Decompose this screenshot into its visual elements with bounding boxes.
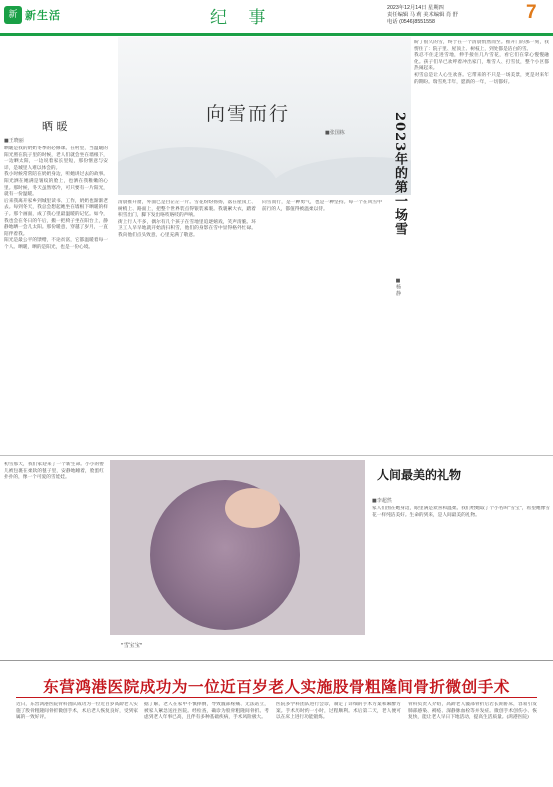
ad-rule (16, 697, 537, 698)
section-label: 纪 事 (210, 8, 274, 28)
date-line-2: 责任编辑 马 莉 美术编辑 肖 舒 (387, 12, 458, 18)
paragraph: 近日，东营鸿港医院骨科团队成功为一位近百岁高龄老人实施了股骨粗隆间骨折微创手术，术后老人恢复良好，受到家属的一致好评。 (16, 702, 138, 721)
left-article-byline: ■王晓丽 (4, 138, 24, 144)
photo-caption: "雪宝宝" (121, 643, 143, 649)
paragraph: 晒暖是我的奶奶冬季的必修课。在村里，当温暖的阳光照在院子里的时候，老人们就会坐在墙根下，一边晒太阳，一边说着家长里短，那份惬意与安详，是城里人难以体会的。 (4, 146, 108, 171)
hero-snow-image (118, 37, 411, 195)
ad-body-col-2 (144, 702, 269, 784)
logo-badge-icon: 新 (4, 6, 22, 24)
logo-text: 新生活 (25, 9, 61, 22)
paragraph: 据了解，老人在家中不慎摔倒，导致髋部疼痛、无法站立，被家人紧急送往医院。经检查，确诊为股骨粗隆间骨折。考虑到老人年事已高，且伴有多种基础疾病，手术风险极大。 (144, 702, 269, 721)
ad-body-col-4 (408, 702, 537, 784)
date-line-3: 电话 (0546)8551558 (387, 19, 435, 25)
masthead (0, 0, 553, 34)
gift-left-body (4, 462, 104, 652)
paragraph: 家人们围在她身边，眼里满是欢喜和温柔。我们给她取了个小名叫"雪宝"，希望她像雪花一样纯洁美好。生命的到来，是人间最美的礼物。 (372, 506, 550, 518)
middle-article-body-a (118, 200, 256, 452)
paragraph: 清晨推开窗，外面已是白茫茫一片。雪花纷纷扬扬，落在屋顶上、树梢上、路面上，把整个世界装点得银装素裹。我裹紧大衣，踏着积雪出门，脚下发出咯吱咯吱的声响。 (118, 200, 256, 219)
newspaper-logo (4, 6, 70, 24)
gift-article-title: 人间最美的礼物 (377, 468, 462, 482)
gift-article-byline: ■李超然 (372, 498, 392, 504)
ad-body-col-1 (16, 702, 138, 784)
left-article-title: 晒 暖 (42, 120, 68, 133)
baby-face-shape (225, 488, 280, 528)
right-article-byline: ■杨 静 (395, 278, 401, 296)
paragraph: 后来我离开家乡到城里读书、工作，奶奶也渐渐老去。每到冬天，我总会想起她坐在墙根下晒暖的样子。那个画面，成了我心里最温暖的记忆。如今，我也会在冬日的午后，搬一把椅子坐在阳台上，静静地晒一会儿太阳。那份暖意，穿越了岁月，一直陪伴着我。 (4, 198, 108, 237)
paragraph: 我小时候常常陪在奶奶身边，听她讲过去的故事。阳光洒在她满是皱纹的脸上，也洒在我稚嫩的心里。那时候，冬天虽然寒冷，可只要有一片阳光，就有一份温暖。 (4, 172, 108, 198)
paragraph: 街上行人不多，偶尔有几个孩子在雪地里追逐嬉戏，笑声清脆。环卫工人早早地就开始清扫积雪，他们的身影在雪中显得格外忙碌。我向他们点头致意，心里充满了敬意。 (118, 219, 256, 238)
paragraph: 我忍不住走进雪地，伸手接住几片雪花，看它们在掌心慢慢融化。孩子们早已欢呼着冲出家门，堆雪人、打雪仗，整个小区都热闹起来。 (414, 53, 549, 72)
paragraph: 初雪总是让人心生欢喜。它带来的不只是一场美景，更是对来年的期盼。瑞雪兆丰年，愿新的一年，一切都好。 (414, 72, 549, 85)
hero-byline: ■张国栋 (325, 130, 345, 136)
ad-headline: 东营鸿港医院成功为一位近百岁老人实施股骨粗隆间骨折微创手术 (43, 678, 510, 696)
masthead-rule (0, 33, 553, 36)
middle-article-body-b (262, 200, 382, 452)
paragraph: 阳光是最公平的馈赠，不论贫富，它都温暖着每一个人。晒暖，晒的是阳光，也是一份心境。 (4, 238, 108, 250)
baby-photo (110, 460, 365, 635)
snow-hill-shape (118, 147, 278, 195)
left-article-body (4, 146, 108, 452)
hero-title: 向雪而行 (206, 103, 291, 125)
page-number: 7 (526, 2, 537, 23)
paragraph: 医院多学科团队进行会诊，制定了详细的手术方案和麻醉方案。手术历时约一小时，过程顺利。术后第二天，老人便可以在床上进行功能锻炼。 (276, 702, 401, 721)
date-line-1: 2023年12月14日 星期四 (387, 5, 444, 11)
paragraph: 初雪那天，我们家迎来了一个新生命。小小的婴儿被包裹在柔软的毯子里，安静地睡着，脸蛋红扑扑的，像一个可爱的雪娃娃。 (4, 462, 104, 481)
ad-divider (0, 660, 553, 661)
section-divider (0, 455, 553, 456)
paragraph: 向雪而行，是一种勇气，也是一种坚持。每一个在风雪中前行的人，都值得被温柔以待。 (262, 200, 382, 212)
right-article-body (414, 40, 549, 450)
ad-body-col-3 (276, 702, 401, 784)
paragraph: 骨科负责人介绍，高龄老人髋部骨折后若长期卧床，容易引发肺部感染、褥疮、深静脉血栓等并发症。微创手术创伤小、恢复快，能让老人早日下地活动，提高生活质量。(鸿港医院) (408, 702, 537, 721)
right-article-title: 2023年的第一场雪 (392, 112, 407, 237)
dateline (387, 5, 458, 26)
gift-right-body (372, 506, 550, 654)
paragraph: 盼了很久的雪，终于在一个清晨悄然而至。推开门的那一刻，我愣住了：院子里、屋顶上、树枝上，到处都是洁白的雪。 (414, 40, 549, 52)
